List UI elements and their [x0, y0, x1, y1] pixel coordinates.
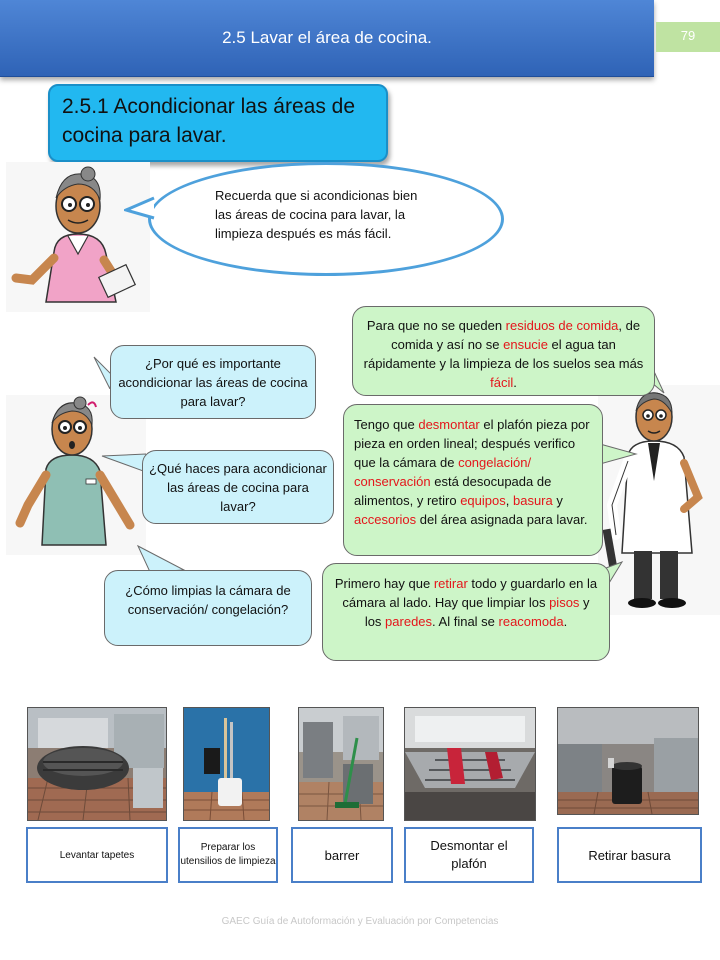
question-bubble-3: [104, 570, 312, 646]
answer-1-text: Para que no se queden: [366, 318, 506, 333]
step-label-2-text: Preparar los utensilios de limpieza: [180, 842, 276, 867]
woman-teacher-illustration: [6, 162, 150, 312]
page-header-title: 2.5 Lavar el área de cocina.: [222, 28, 432, 47]
photo-sweeping: [298, 707, 384, 821]
photo-cleaning-utensils: [183, 707, 270, 821]
photo-trash-removal: [557, 707, 699, 815]
answer-3-text: .: [563, 614, 568, 629]
step-label-1-text: Levantar tapetes: [59, 849, 135, 861]
answer-3-text: todo y guardarlo en la cámara al lado. Hay que limpiar los: [342, 576, 598, 610]
answer-2-text: y: [552, 493, 563, 508]
answer-2-text: está desocupada de alimentos, y retiro: [354, 474, 552, 508]
answer-1-text: el agua tan rápidamente y la limpieza de los suelos sea más: [363, 337, 644, 371]
section-title: 2.5.1 Acondicionar las áreas de cocina para lavar.: [62, 95, 356, 147]
answer-2-highlight: basura: [512, 493, 553, 508]
page-footer: GAEC Guía de Autoformación y Evaluación por Competencias: [221, 916, 499, 927]
answer-1-text: , de comida y así no se: [391, 318, 641, 352]
answer-3-highlight: pisos: [549, 595, 580, 610]
answer-2-tail: [598, 440, 638, 470]
question-bubble-1: [110, 345, 316, 419]
answer-1-text: .: [513, 375, 517, 390]
answer-3-highlight: paredes: [385, 614, 433, 629]
answer-2-text: del área asignada para lavar.: [416, 512, 588, 527]
answer-bubble-3: [322, 563, 610, 661]
question-3-text: ¿Cómo limpias la cámara de conservación/ congelación?: [125, 583, 291, 617]
step-label-3: [291, 827, 393, 883]
answer-3-highlight: retirar: [433, 576, 468, 591]
step-label-5: [557, 827, 702, 883]
answer-2-text: Tengo que: [354, 417, 419, 432]
intro-bubble-tail: [124, 196, 158, 222]
answer-2-text: ,: [505, 493, 513, 508]
answer-1-highlight: fácil: [490, 375, 514, 390]
question-bubble-2: [142, 450, 334, 524]
answer-3-highlight: reacomoda: [498, 614, 564, 629]
answer-2-highlight: equipos: [460, 493, 506, 508]
question-1-text: ¿Por qué es importante acondicionar las áreas de cocina para lavar?: [118, 356, 308, 409]
question-2-text: ¿Qué haces para acondicionar las áreas de cocina para lavar?: [149, 461, 327, 514]
step-label-1: [26, 827, 168, 883]
answer-2-highlight: congelación/ conservación: [354, 455, 532, 489]
step-label-3-text: barrer: [324, 847, 360, 863]
answer-bubble-2: [343, 404, 603, 556]
step-label-4: [404, 827, 534, 883]
answer-1-highlight: ensucie: [503, 337, 548, 352]
answer-bubble-1: [352, 306, 655, 396]
answer-2-text: el plafón pieza por pieza en orden lineal; después verifico que la cámara de: [354, 417, 590, 470]
step-label-2: [178, 827, 278, 883]
answer-1-highlight: residuos de comida: [505, 318, 619, 333]
photo-kitchen-mats: [27, 707, 167, 821]
question-2-tail: [100, 450, 146, 476]
answer-3-text: y los: [364, 595, 590, 629]
answer-2-highlight: accesorios: [354, 512, 417, 527]
answer-2-highlight: desmontar: [418, 417, 480, 432]
page-number-badge: 79: [656, 22, 720, 52]
answer-3-text: Primero hay que: [334, 576, 434, 591]
photo-ceiling-panel: [404, 707, 536, 821]
answer-3-text: . Al final se: [432, 614, 499, 629]
step-label-5-text: Retirar basura: [588, 847, 671, 863]
step-label-4-text: Desmontar el plafón: [430, 838, 508, 871]
intro-bubble-text: Recuerda que si acondicionas bien las áreas de cocina para lavar, la limpieza después es más fácil.: [215, 188, 418, 241]
